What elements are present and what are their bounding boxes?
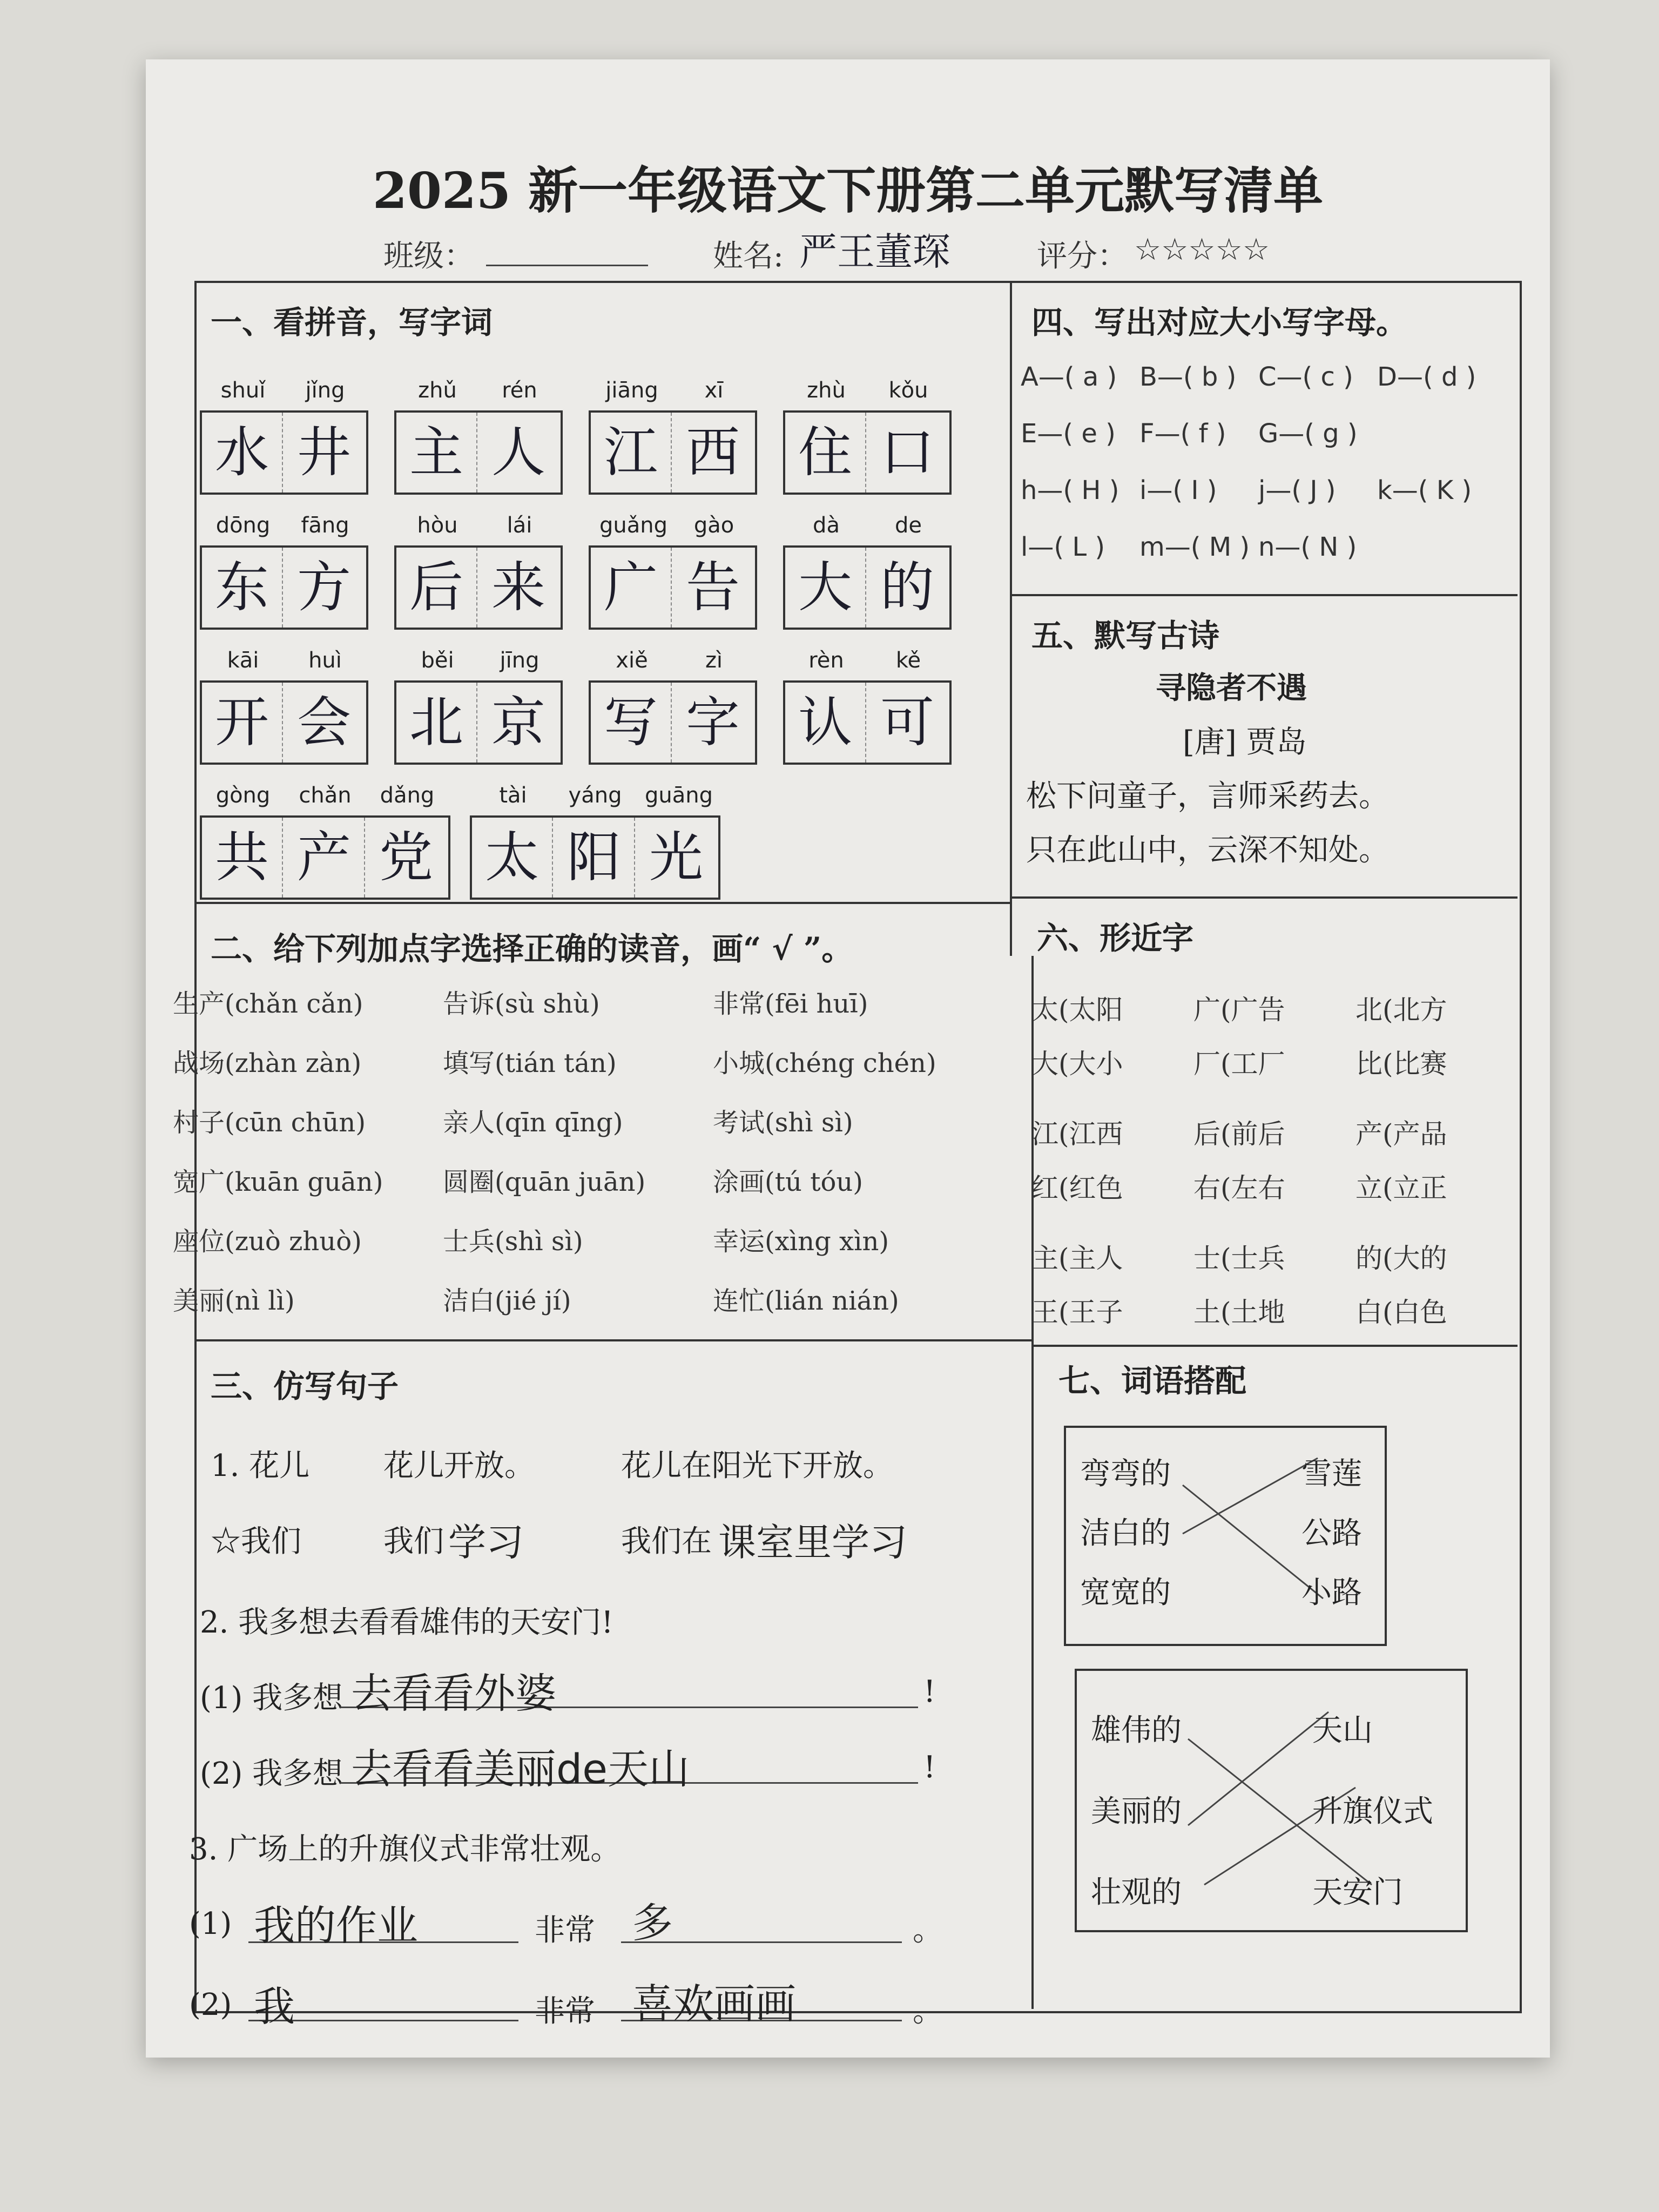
pinyin-label: tài [499,783,527,808]
similar-char-word[interactable]: 江(江西 [1031,1118,1123,1150]
similar-char-word[interactable]: 北(北方 [1355,994,1447,1026]
tianzige-cell[interactable] [396,548,477,628]
sec3-q1-a: 1. 花儿 [211,1448,310,1483]
match-left-word[interactable]: 洁白的 [1080,1516,1171,1551]
handwritten-char: 开 [215,691,269,754]
match-right-word[interactable]: 雪莲 [1301,1456,1362,1492]
sec7-title: 七、词语搭配 [1058,1363,1247,1399]
pronunciation-item[interactable]: 战场(zhàn zàn) [173,1048,362,1078]
pronunciation-item[interactable]: 圆圈(quān juān) [443,1167,646,1197]
handwritten-char: 太 [485,826,539,889]
pronunciation-item[interactable]: 村子(cūn chūn) [173,1108,366,1138]
tianzige-box [200,545,368,630]
sec3-q1-e-answer[interactable]: 学习 [448,1520,524,1564]
sec3-q1-f-answer[interactable]: 课室里学习 [718,1520,907,1564]
pronunciation-item[interactable]: 座位(zuò zhuò) [173,1226,362,1257]
letter-pair[interactable]: C—( c ) [1258,362,1353,392]
class-blank[interactable] [486,265,648,266]
poem-title: 寻隐者不遇 [1156,670,1307,706]
tianzige-box [589,680,757,765]
handwritten-char: 光 [649,826,703,889]
pronunciation-item[interactable]: 幸运(xìng xìn) [713,1226,889,1257]
handwritten-char: 后 [409,556,463,619]
tianzige-box [200,680,368,765]
letter-pair[interactable]: j—( J ) [1258,475,1336,505]
tianzige-box [394,545,563,630]
match-left-word[interactable]: 宽宽的 [1080,1575,1171,1610]
pinyin-label: jīng [500,648,539,673]
divider-r1 [1012,594,1518,596]
handwritten-char: 会 [297,691,351,754]
sec2-title: 二、给下列加点字选择正确的读音，画“ √ ”。 [211,930,853,967]
sec3-q2-1-answer[interactable]: 去看看外婆 [351,1669,556,1717]
divider-l2 [194,1339,1031,1341]
tianzige-box [589,545,757,630]
handwritten-char: 西 [686,421,740,484]
similar-char-word[interactable]: 广(广告 [1193,994,1285,1026]
pinyin-label: zhù [807,378,846,403]
pronunciation-item[interactable]: 美丽(nì lì) [173,1286,295,1316]
handwritten-char: 江 [604,421,658,484]
tianzige-box [783,410,952,495]
similar-char-word[interactable]: 立(立正 [1355,1172,1447,1204]
pinyin-label: huì [308,648,342,673]
sec3-q1-d: ☆我们 [211,1524,301,1559]
tianzige-box [200,410,368,495]
sec3-q3-2-mid: 非常 [535,1994,595,2029]
tianzige-cell[interactable] [554,818,635,898]
tianzige-cell[interactable] [284,818,365,898]
handwritten-char: 字 [686,691,740,754]
tianzige-cell[interactable] [591,548,672,628]
pronunciation-item[interactable]: 非常(fēi huī) [713,989,868,1019]
handwritten-char: 东 [215,556,269,619]
sec3-q1-e: 我们 [383,1524,444,1559]
sec3-q3-2-end: 。 [913,1994,943,2029]
similar-char-word[interactable]: 白(白色 [1355,1297,1447,1328]
pronunciation-item[interactable]: 考试(shì sì) [713,1108,853,1138]
pinyin-label: zhǔ [418,378,457,403]
match-right-word[interactable]: 天安门 [1312,1875,1403,1910]
pinyin-label: dōng [215,513,271,538]
handwritten-char: 水 [215,421,269,484]
tianzige-cell[interactable] [478,548,558,628]
name-value[interactable]: 严王董琛 [799,230,950,274]
sec3-title: 三、仿写句子 [211,1368,399,1405]
pinyin-label: hòu [417,513,458,538]
sec4-title: 四、写出对应大小写字母。 [1031,304,1408,341]
tianzige-box [589,410,757,495]
pronunciation-item[interactable]: 亲人(qīn qīng) [443,1108,623,1138]
pronunciation-item[interactable]: 涂画(tú tóu) [713,1167,864,1197]
pinyin-label: kǒu [888,378,928,403]
letter-pair[interactable]: i—( I ) [1139,475,1217,505]
similar-char-word[interactable]: 后(前后 [1193,1118,1285,1150]
letter-pair[interactable]: F—( f ) [1139,419,1226,449]
worksheet-paper [146,59,1550,2058]
handwritten-char: 井 [297,421,351,484]
handwritten-char: 产 [297,826,351,889]
tianzige-cell[interactable] [673,413,753,493]
tianzige-cell[interactable] [284,413,364,493]
pinyin-label: jǐng [305,378,345,403]
tianzige-box [783,545,952,630]
letter-pair[interactable]: A—( a ) [1021,362,1117,392]
pinyin-label: rén [502,378,537,403]
letter-pair[interactable]: B—( b ) [1139,362,1237,392]
sec3-q2-2-answer[interactable]: 去看看美丽de天山 [351,1745,690,1793]
pinyin-label: zì [705,648,723,673]
match-right-word[interactable]: 天山 [1312,1713,1373,1748]
match-left-word[interactable]: 美丽的 [1091,1794,1182,1829]
letter-pair[interactable]: m—( M ) [1139,532,1250,562]
pinyin-label: xiě [616,648,648,673]
pinyin-label: kāi [227,648,259,673]
tianzige-cell[interactable] [396,413,477,493]
handwritten-char: 的 [880,556,934,619]
divider-r2 [1012,896,1518,899]
tianzige-box [783,680,952,765]
pronunciation-item[interactable]: 小城(chéng chén) [713,1048,936,1078]
poem-line-2[interactable]: 只在此山中，云深不知处。 [1026,833,1389,868]
handwritten-char: 住 [798,421,852,484]
pinyin-label: dǎng [380,783,435,808]
pinyin-label: chǎn [299,783,352,808]
tianzige-cell[interactable] [785,413,866,493]
tianzige-box [394,410,563,495]
handwritten-char: 广 [604,556,658,619]
handwritten-char: 北 [409,691,463,754]
pinyin-label: yáng [568,783,622,808]
similar-char-word[interactable]: 大(大小 [1031,1048,1123,1080]
handwritten-char: 口 [880,421,934,484]
sec3-q2-2-end: ! [923,1750,936,1785]
handwritten-char: 方 [297,556,351,619]
similar-char-word[interactable]: 主(主人 [1031,1243,1123,1274]
divider-r3 [1034,1345,1518,1347]
letter-pair[interactable]: l—( L ) [1021,532,1105,562]
tianzige-box [470,815,720,900]
sec3-q3-2: (2) [189,1987,232,2022]
sec3-q1-b: 花儿开放。 [383,1448,535,1483]
similar-char-word[interactable]: 比(比赛 [1355,1048,1447,1080]
match-left-word[interactable]: 雄伟的 [1091,1713,1182,1748]
match-right-word[interactable]: 升旗仪式 [1312,1794,1433,1829]
letter-pair[interactable]: D—( d ) [1377,362,1476,392]
match-right-word[interactable]: 公路 [1301,1516,1362,1551]
letter-pair[interactable]: G—( g ) [1258,419,1358,449]
pinyin-label: jiāng [605,378,658,403]
sec3-q3-1-end: 。 [913,1913,943,1948]
sec3-q3-2-answer2[interactable]: 喜欢画画 [632,1980,796,2028]
letter-pair[interactable]: E—( e ) [1021,419,1116,449]
similar-char-word[interactable]: 士(士兵 [1193,1243,1285,1274]
tianzige-cell[interactable] [867,548,947,628]
similar-char-word[interactable]: 土(土地 [1193,1297,1285,1328]
tianzige-cell[interactable] [867,413,947,493]
poem-line-1[interactable]: 松下问童子，言师采药去。 [1026,779,1389,814]
handwritten-char: 阳 [567,826,621,889]
handwritten-char: 来 [491,556,545,619]
tianzige-cell[interactable] [867,683,947,763]
pronunciation-item[interactable]: 填写(tián tán) [443,1048,617,1078]
tianzige-cell[interactable] [591,683,672,763]
tianzige-cell[interactable] [202,413,283,493]
tianzige-cell[interactable] [673,548,753,628]
handwritten-char: 可 [880,691,934,754]
tianzige-cell[interactable] [366,818,446,898]
tianzige-cell[interactable] [202,818,283,898]
sec3-q1-c: 花儿在阳光下开放。 [621,1448,893,1483]
tianzige-cell[interactable] [284,683,364,763]
divider-top [1010,281,1012,956]
tianzige-cell[interactable] [785,548,866,628]
pronunciation-item[interactable]: 告诉(sù shù) [443,989,600,1019]
tianzige-cell[interactable] [636,818,716,898]
tianzige-cell[interactable] [472,818,553,898]
sec3-q3: 3. 广场上的升旗仪式非常壮观。 [189,1832,621,1867]
name-label: 姓名: [713,239,784,274]
pronunciation-item[interactable]: 宽广(kuān guān) [173,1167,383,1197]
handwritten-char: 主 [409,421,463,484]
similar-char-word[interactable]: 右(左右 [1193,1172,1285,1204]
tianzige-cell[interactable] [396,683,477,763]
handwritten-char: 大 [798,556,852,619]
tianzige-cell[interactable] [202,548,283,628]
tianzige-cell[interactable] [673,683,753,763]
tianzige-cell[interactable] [785,683,866,763]
sec3-q2-1: (1) 我多想 [200,1681,343,1716]
pinyin-label: shuǐ [220,378,266,403]
pinyin-label: gào [693,513,734,538]
pinyin-label: lái [507,513,532,538]
handwritten-char: 写 [604,691,658,754]
pinyin-label: rèn [808,648,844,673]
pinyin-label: guǎng [599,513,667,538]
letter-pair[interactable]: n—( N ) [1258,532,1357,562]
pinyin-label: xī [704,378,724,403]
pinyin-label: gòng [215,783,271,808]
sec5-title: 五、默写古诗 [1031,617,1220,654]
handwritten-char: 告 [686,556,740,619]
pinyin-label: kě [895,648,921,673]
handwritten-char: 共 [215,826,269,889]
divider-l1 [194,902,1010,904]
tianzige-cell[interactable] [202,683,283,763]
match-left-word[interactable]: 壮观的 [1091,1875,1182,1910]
handwritten-char: 党 [379,826,433,889]
handwritten-char: 认 [798,691,852,754]
pronunciation-item[interactable]: 士兵(shì sì) [443,1226,583,1257]
letter-pair[interactable]: h—( H ) [1021,475,1120,505]
poem-author: [唐] 贾岛 [1183,725,1307,760]
sec3-q3-1-answer[interactable]: 我的作业 [254,1901,418,1950]
sec3-q2: 2. 我多想去看看雄伟的天安门! [200,1605,613,1640]
match-left-word[interactable]: 弯弯的 [1080,1456,1171,1492]
handwritten-char: 京 [491,691,545,754]
pinyin-label: běi [421,648,454,673]
page-title: 2025 新一年级语文下册第二单元默写清单 [372,161,1324,220]
match-right-word[interactable]: 小路 [1301,1575,1362,1610]
sec3-q3-1: (1) [189,1906,232,1941]
tianzige-box [200,815,450,900]
pronunciation-item[interactable]: 生产(chǎn cǎn) [173,989,363,1019]
similar-char-word[interactable]: 的(大的 [1355,1243,1447,1274]
score-label: 评分： [1037,239,1128,274]
score-stars: ☆☆☆☆☆ [1134,232,1270,267]
similar-char-word[interactable]: 产(产品 [1355,1118,1447,1150]
pronunciation-item[interactable]: 连忙(lián nián) [713,1286,899,1316]
tianzige-cell[interactable] [478,683,558,763]
tianzige-cell[interactable] [284,548,364,628]
pinyin-label: guāng [645,783,713,808]
class-label: 班级： [383,239,474,274]
similar-char-word[interactable]: 太(太阳 [1031,994,1123,1026]
tianzige-cell[interactable] [591,413,672,493]
similar-char-word[interactable]: 王(王子 [1031,1297,1123,1328]
sec3-q3-1-answer2[interactable]: 多 [632,1899,673,1947]
similar-char-word[interactable]: 厂(工厂 [1193,1048,1285,1080]
sec1-title: 一、看拼音，写字词 [211,304,493,341]
pinyin-label: dà [813,513,840,538]
handwritten-char: 人 [491,421,545,484]
sec3-q1-f: 我们在 [621,1524,712,1559]
sec3-q2-1-end: ! [923,1674,936,1709]
tianzige-cell[interactable] [478,413,558,493]
letter-pair[interactable]: k—( K ) [1377,475,1472,505]
similar-char-word[interactable]: 红(红色 [1031,1172,1123,1204]
sec6-title: 六、形近字 [1037,920,1194,956]
sec3-q2-2: (2) 我多想 [200,1756,343,1791]
tianzige-box [394,680,563,765]
sec3-q3-1-mid: 非常 [535,1913,595,1948]
sec3-q3-2-answer[interactable]: 我 [254,1982,295,2031]
pronunciation-item[interactable]: 洁白(jié jí) [443,1286,571,1316]
pinyin-label: fāng [301,513,349,538]
pinyin-label: de [895,513,922,538]
